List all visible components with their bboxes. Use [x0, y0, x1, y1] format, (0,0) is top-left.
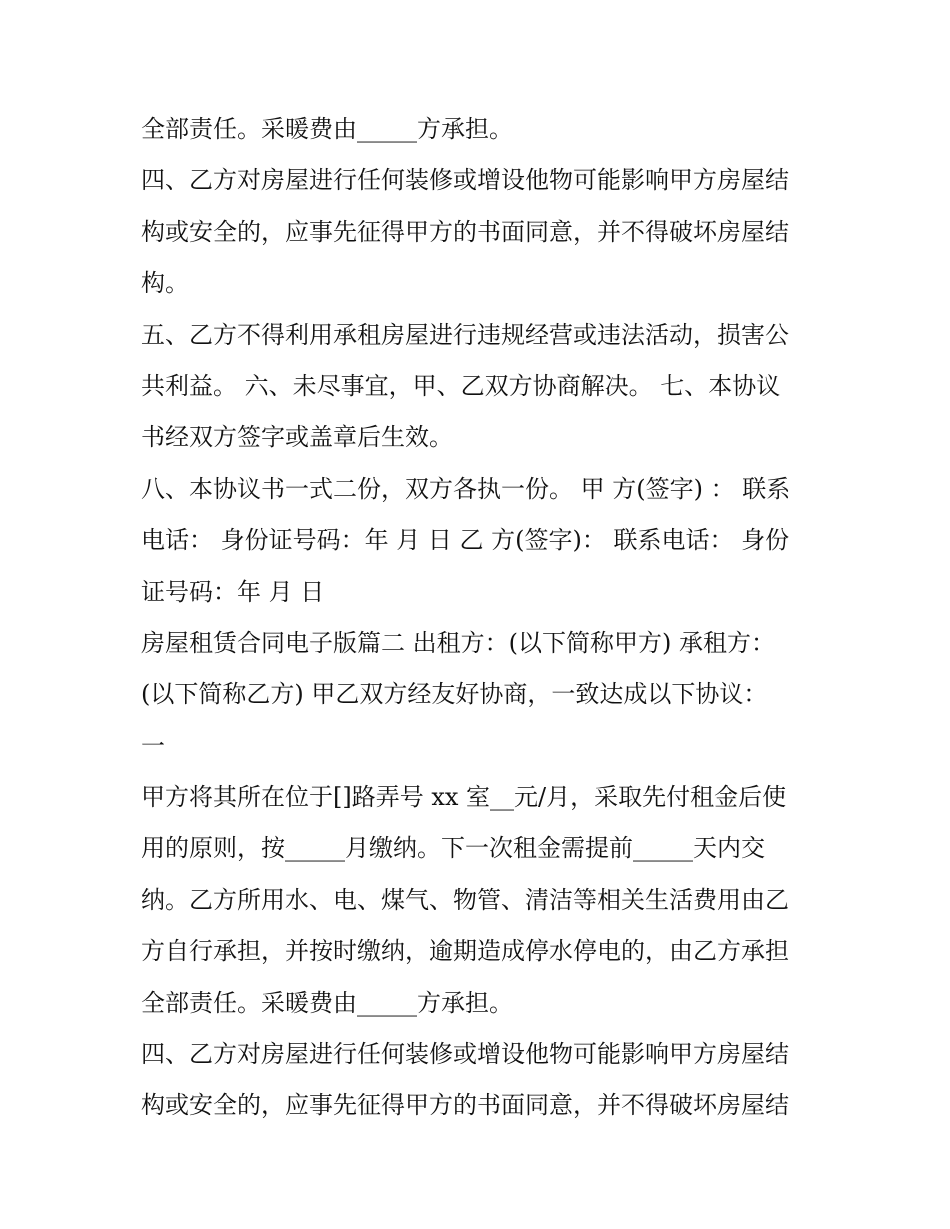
text-line: 方自行承担，并按时缴纳，逾期造成停水停电的，由乙方承担 [141, 937, 789, 966]
text-line: 构。 [141, 269, 189, 298]
text-line: 证号码：年 月 日 [141, 577, 325, 606]
clause-number-line: 一 [141, 731, 165, 760]
text-line: 构或安全的，应事先征得甲方的书面同意，并不得破坏房屋结 [141, 217, 789, 246]
text-line: 全部责任。采暖费由_____方承担。 [141, 988, 513, 1017]
text-line: 四、乙方对房屋进行任何装修或增设他物可能影响甲方房屋结 [141, 166, 789, 195]
text-line: 四、乙方对房屋进行任何装修或增设他物可能影响甲方房屋结 [141, 1040, 789, 1069]
document-body [141, 104, 821, 1132]
text-line: 五、乙方不得利用承租房屋进行违规经营或违法活动，损害公 [141, 320, 789, 349]
text-line: 甲方将其所在位于[]路弄号 xx 室__元/月，采取先付租金后使 [141, 783, 787, 812]
text-line: 共利益。 六、未尽事宜，甲、乙双方协商解决。 七、本协议 [141, 371, 781, 400]
text-line: (以下简称乙方) 甲乙双方经友好协商，一致达成以下协议： [141, 680, 768, 709]
text-line: 用的原则，按_____月缴纳。下一次租金需提前_____天内交 [141, 834, 765, 863]
text-line: 书经双方签字或盖章后生效。 [141, 423, 453, 452]
text-line: 纳。乙方所用水、电、煤气、物管、清洁等相关生活费用由乙 [141, 885, 789, 914]
section-heading-line: 房屋租赁合同电子版篇二 出租方：(以下简称甲方) 承租方： [141, 628, 775, 657]
text-line: 全部责任。采暖费由_____方承担。 [141, 115, 513, 143]
text-line: 八、本协议书一式二份，双方各执一份。 甲 方(签字) ： 联系 [141, 474, 791, 503]
text-line: 构或安全的，应事先征得甲方的书面同意，并不得破坏房屋结 [141, 1091, 789, 1120]
text-line: 电话： 身份证号码：年 月 日 乙 方(签字)： 联系电话： 身份 [141, 526, 790, 555]
